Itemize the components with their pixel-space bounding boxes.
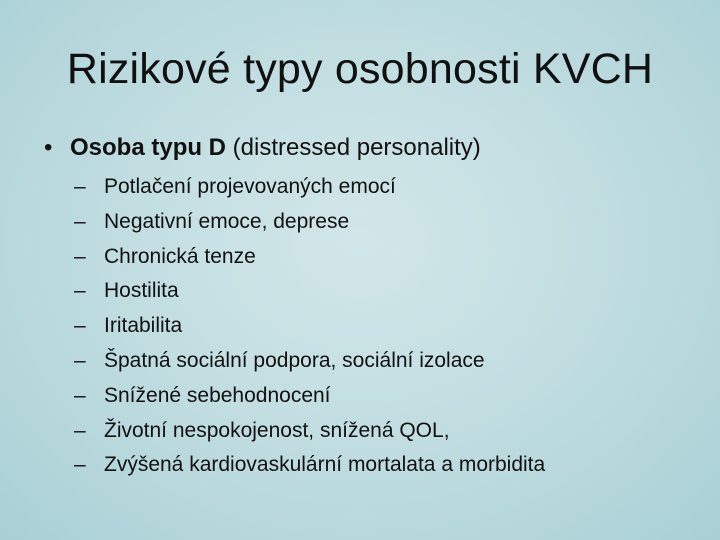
dash-marker: –: [74, 418, 86, 442]
dash-marker: –: [74, 209, 86, 233]
sub-bullet-text: Chronická tenze: [104, 244, 256, 268]
sub-bullet-item: [74, 344, 545, 379]
sub-bullet-item: [74, 240, 545, 275]
sub-bullet-text: Iritabilita: [104, 314, 183, 338]
sub-bullet-text: Zvýšená kardiovaskulární mortalata a morbidita: [104, 453, 546, 477]
sub-bullet-list: [74, 170, 545, 483]
dash-marker: –: [74, 175, 86, 198]
sub-bullet-text: Potlačení projevovaných emocí: [104, 175, 396, 198]
bullet-rest-text: (distressed personality): [226, 134, 481, 161]
sub-bullet-item: [74, 379, 545, 414]
sub-bullet-item: [74, 414, 545, 449]
bullet-bold-text: Osoba typu D: [70, 134, 227, 161]
dash-marker: –: [74, 314, 86, 338]
sub-bullet-text: Hostilita: [104, 279, 179, 303]
sub-bullet-text: Negativní emoce, deprese: [104, 209, 350, 233]
sub-bullet-text: Snížené sebehodnocení: [104, 383, 331, 407]
sub-bullet-item: [74, 274, 545, 309]
sub-bullet-text: Špatná sociální podpora, sociální izolace: [104, 348, 485, 372]
dash-marker: –: [74, 453, 86, 477]
sub-bullet-text: Životní nespokojenost, snížená QOL,: [104, 418, 450, 442]
dash-marker: –: [74, 244, 86, 268]
sub-bullet-item: [74, 309, 545, 344]
dash-marker: –: [74, 279, 86, 303]
bullet-marker: •: [44, 134, 53, 161]
main-bullet: [44, 132, 481, 164]
dash-marker: –: [74, 383, 86, 407]
slide-title: Rizikové typy osobnosti KVCH: [66, 45, 654, 93]
sub-bullet-item: [74, 170, 545, 205]
dash-marker: –: [74, 348, 86, 372]
sub-bullet-item: [74, 448, 545, 483]
sub-bullet-item: [74, 205, 545, 240]
